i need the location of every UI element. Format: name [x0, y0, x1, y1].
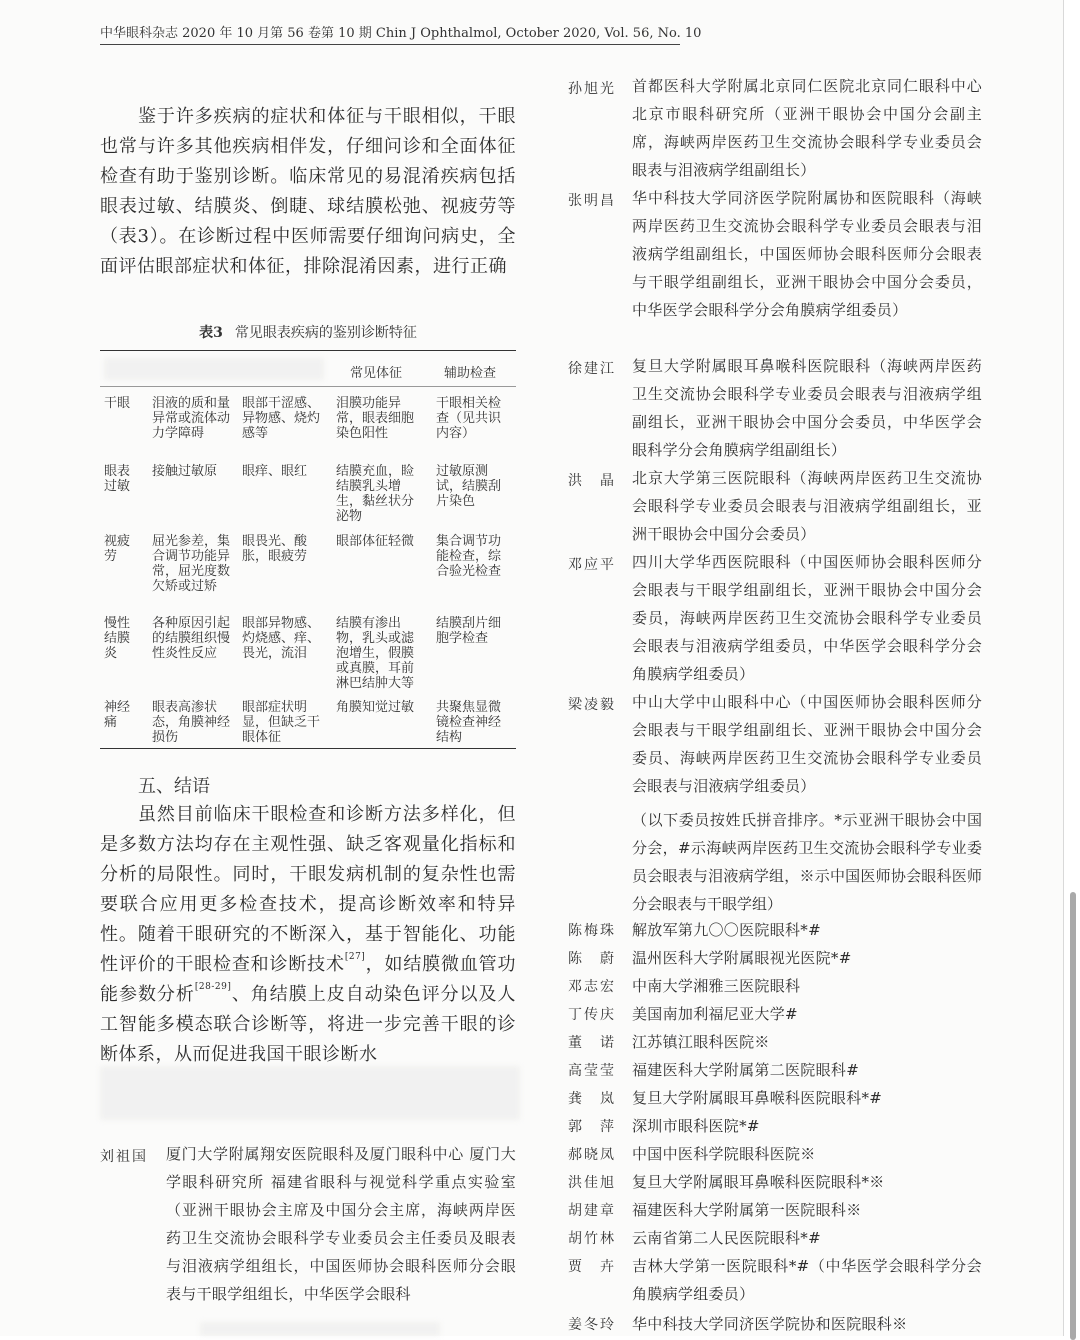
table-cell: 泪膜功能异常，眼表细胞染色阳性 [336, 396, 415, 441]
table-cell: 干眼相关检查（见共识内容） [436, 396, 502, 441]
author-name: 刘祖国 [100, 1149, 148, 1165]
paragraph-intro: 鉴于许多疾病的症状和体征与干眼相似，干眼也常与许多其他疾病相伴发，仔细问诊和全面体征检查有助于鉴别诊断。临床常见的易混淆疾病包括眼表过敏、结膜炎、倒睫、球结膜松弛、视疲劳等（表3）。在诊断过程中医师需要仔细询问病史，全面评估眼部症状和体征，排除混淆因素，进行正确 [100, 106, 516, 277]
table-cell: 慢性结膜炎 [104, 616, 131, 661]
member-affiliation: 解放军第九〇〇医院眼科*# [632, 921, 821, 939]
author-affiliation: 北京大学第三医院眼科（海峡两岸医药卫生交流协会眼科学专业委员会眼表与泪液病学组副组长，亚洲干眼协会中国分会委员） [632, 469, 982, 543]
table-cell: 泪液的质和量异常或流体动力学障碍 [152, 396, 231, 441]
member-name: 胡建章 [568, 1203, 616, 1219]
table-header-rule [100, 386, 516, 387]
author-affiliation: 首都医科大学附属北京同仁医院北京同仁眼科中心 北京市眼科研究所（亚洲干眼协会中国分会副主席，海峡两岸医药卫生交流协会眼科学专业委员会眼表与泪液病学组副组长） [632, 77, 982, 179]
table-cell: 眼部异物感、灼烧感、痒、畏光，流泪 [242, 616, 321, 661]
member-name: 陈 蔚 [568, 951, 616, 967]
blurred-text-region [100, 1066, 520, 1120]
member-name: 洪佳旭 [568, 1175, 616, 1191]
author-affiliation: 厦门大学附属翔安医院眼科及厦门眼科中心 厦门大学眼科研究所 福建省眼科与视觉科学重点实验室（亚洲干眼协会主席及中国分会主席，海峡两岸医药卫生交流协会眼科学专业委员会主任委员及眼表与泪液病学组组长，中国医师协会眼科医师分会眼表与干眼学组组长，中华医学会眼科 [166, 1145, 516, 1303]
author-name: 孙旭光 [568, 81, 616, 97]
table-cell: 眼部症状明显，但缺乏干眼体征 [242, 700, 321, 745]
table-header-tests: 辅助检查 [444, 366, 497, 381]
member-name: 陈梅珠 [568, 923, 616, 939]
table-cell: 各种原因引起的结膜组织慢性炎性反应 [152, 616, 231, 661]
member-name: 郭 萍 [568, 1119, 616, 1135]
member-affiliation: 复旦大学附属眼耳鼻喉科医院眼科*# [632, 1089, 883, 1107]
member-affiliation: 云南省第二人民医院眼科*# [632, 1229, 821, 1247]
member-affiliation: 中南大学湘雅三医院眼科 [632, 977, 801, 995]
member-affiliation: 中国中医科学院眼科医院※ [632, 1145, 816, 1163]
table-cell: 角膜知觉过敏 [336, 700, 415, 715]
author-affiliation: 四川大学华西医院眼科（中国医师协会眼科医师分会眼表与干眼学组副组长，亚洲干眼协会中国分会委员，海峡两岸医药卫生交流协会眼科学专业委员会眼表与泪液病学组委员，中华医学会眼科学分会角膜病学组委员） [632, 553, 982, 683]
table-caption [100, 322, 516, 342]
member-affiliation: 华中科技大学同济医学院协和医院眼科※ [632, 1315, 908, 1333]
table-cell: 结膜有渗出物，乳头或滤泡增生，假膜或真膜，耳前淋巴结肿大等 [336, 616, 415, 691]
member-name: 姜冬玲 [568, 1317, 616, 1333]
author-name: 张明昌 [568, 193, 616, 209]
member-name: 董 诺 [568, 1035, 616, 1051]
member-affiliation: 江苏镇江眼科医院※ [632, 1033, 770, 1051]
running-header: 中华眼科杂志 2020 年 10 月第 56 卷第 10 期 Chin J Ophthalmol, October 2020, Vol. 56, No. 10 [100, 26, 702, 41]
member-affiliation: 温州医科大学附属眼视光医院*# [632, 949, 852, 967]
member-name: 龚 岚 [568, 1091, 616, 1107]
table-cell: 眼表高渗状态，角膜神经损伤 [152, 700, 231, 745]
author-name: 徐建江 [568, 361, 616, 377]
table-cell: 眼畏光、酸胀，眼疲劳 [242, 534, 308, 564]
table-top-rule [100, 350, 516, 351]
conclusion-text-a: 虽然目前临床干眼检查和诊断方法多样化，但是多数方法均存在主观性强、缺乏客观量化指标和分析的局限性。同时，干眼发病机制的复杂性也需要联合应用更多检查技术，提高诊断效率和特异性。随着干眼研究的不断深入，基于智能化、功能性评价的干眼检查和诊断技术 [100, 804, 516, 975]
table-cell: 视疲劳 [104, 534, 131, 564]
table-caption-label: 表3 [199, 325, 223, 341]
table-cell: 共聚焦显微镜检查神经结构 [436, 700, 502, 745]
table-cell: 屈光参差，集合调节功能异常，屈光度数欠矫或过矫 [152, 534, 231, 594]
scrollbar-track[interactable] [1064, 0, 1080, 1336]
paragraph-conclusion [100, 800, 516, 1070]
member-affiliation: 福建医科大学附属第一医院眼科※ [632, 1201, 862, 1219]
table-cell: 眼部体征轻微 [336, 534, 415, 549]
member-name: 胡竹林 [568, 1231, 616, 1247]
conclusion-text-b: ，如结膜微血管功能参数分析 [100, 954, 516, 1005]
table-cell: 接触过敏原 [152, 464, 218, 479]
section-title: 五、结语 [138, 776, 210, 797]
table-cell: 眼痒、眼红 [242, 464, 308, 479]
conclusion-text-c: 、角结膜上皮自动染色评分以及人工智能多模态联合诊断等，将进一步完善干眼的诊断体系，从而促进我国干眼诊断水 [100, 984, 517, 1065]
table-cell: 干眼 [104, 396, 131, 411]
member-name: 丁传庆 [568, 1007, 616, 1023]
member-name: 郝晓凤 [568, 1147, 616, 1163]
reference-27[interactable]: [27] [344, 952, 366, 962]
member-affiliation: 吉林大学第一医院眼科*#（中华医学会眼科学分会角膜病学组委员） [632, 1257, 982, 1303]
reference-28-29[interactable]: [28-29] [194, 982, 232, 992]
member-order-note: （以下委员按姓氏拼音排序。*示亚洲干眼协会中国分会，#示海峡两岸医药卫生交流协会眼科学专业委员会眼表与泪液病学组，※示中国医师协会眼科医师分会眼表与干眼学组） [632, 811, 982, 913]
author-name: 洪 晶 [568, 473, 616, 489]
member-affiliation: 深圳市眼科医院*# [632, 1117, 760, 1135]
member-name: 高莹莹 [568, 1063, 616, 1079]
table-cell: 眼表过敏 [104, 464, 131, 494]
member-affiliation: 福建医科大学附属第二医院眼科# [632, 1061, 860, 1079]
blurred-header-region [104, 358, 324, 380]
table-cell: 结膜刮片细胞学检查 [436, 616, 502, 646]
member-name: 贾 卉 [568, 1259, 616, 1275]
member-name: 邓志宏 [568, 979, 616, 995]
member-affiliation: 复旦大学附属眼耳鼻喉科医院眼科*※ [632, 1173, 885, 1191]
table-cell: 集合调节功能检查，综合验光检查 [436, 534, 502, 579]
table-cell: 结膜充血，睑结膜乳头增生，黏丝状分泌物 [336, 464, 415, 524]
table-caption-text: 常见眼表疾病的鉴别诊断特征 [234, 325, 417, 341]
table-cell: 过敏原测试，结膜刮片染色 [436, 464, 502, 509]
table-cell: 神经痛 [104, 700, 131, 730]
member-affiliation: 美国南加利福尼亚大学# [632, 1005, 798, 1023]
header-rule [100, 44, 680, 45]
author-affiliation: 中山大学中山眼科中心（中国医师协会眼科医师分会眼表与干眼学组副组长、亚洲干眼协会中国分会委员、海峡两岸医药卫生交流协会眼科学专业委员会眼表与泪液病学组委员） [632, 693, 982, 795]
table-cell: 眼部干涩感、异物感、烧灼感等 [242, 396, 321, 441]
author-name: 梁凌毅 [568, 697, 616, 713]
author-affiliation: 复旦大学附属眼耳鼻喉科医院眼科（海峡两岸医药卫生交流协会眼科学专业委员会眼表与泪液病学组副组长，亚洲干眼协会中国分会委员，中华医学会眼科学分会角膜病学组副组长） [632, 357, 982, 459]
table-bottom-rule [100, 748, 516, 749]
blurred-text-region [200, 1322, 440, 1336]
author-affiliation: 华中科技大学同济医学院附属协和医院眼科（海峡两岸医药卫生交流协会眼科学专业委员会眼表与泪液病学组副组长，中国医师协会眼科医师分会眼表与干眼学组副组长，亚洲干眼协会中国分会委员，中华医学会眼科学分会角膜病学组委员） [632, 189, 982, 319]
author-name: 邓应平 [568, 557, 616, 573]
scrollbar-thumb[interactable] [1070, 892, 1076, 1340]
table-header-signs: 常见体征 [350, 366, 403, 381]
